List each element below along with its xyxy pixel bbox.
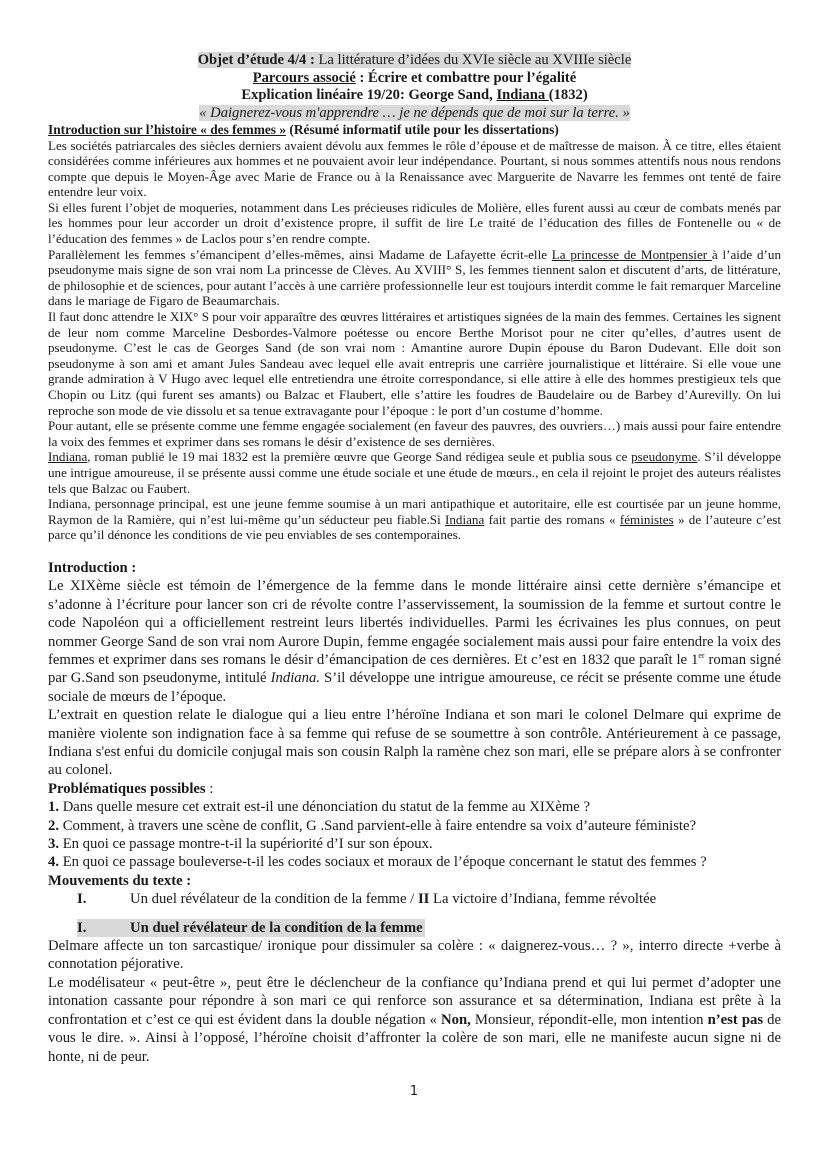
book-title: Indiana bbox=[496, 87, 549, 103]
parcours-text: : Écrire et combattre pour l’égalité bbox=[355, 69, 577, 86]
feministes-link[interactable]: féministes bbox=[619, 511, 674, 527]
history-paragraph bbox=[48, 138, 781, 247]
history-paragraph bbox=[48, 496, 781, 543]
item-text: En quoi ce passage montre-t-il la supériorité d’I sur son époux. bbox=[59, 836, 433, 853]
item-number: 2. bbox=[48, 817, 60, 834]
history-text: . S’il développe une intrigue amoureuse, il se présente aussi comme une étude sociale et une étude de mœurs., en cela il rejoint le projet des auteurs réalistes tels que Balzac ou Faubert. bbox=[48, 449, 782, 496]
movement-number: II bbox=[417, 891, 430, 908]
history-title bbox=[48, 122, 781, 138]
mouvements-line bbox=[48, 890, 781, 908]
parcours-line bbox=[48, 70, 781, 88]
section-text: Le modélisateur « peut-être », peut être le déclencheur de la confiance qu’Indiana prend et qui lui permet d’adopter une intonation cassante pour répondre à son mari ce qui renforce son assurance et sa détermination, Indiana est prête à la confrontation et c’est ce qui est évident dans la double négation « bbox=[48, 974, 781, 1028]
history-paragraph: Pour autant, elle se présente comme une femme engagée socialement (en faveur des pauvres, des ouvriers…) mais aussi pour faire entendre la voix des femmes et exprimer dans ses romans le désir d’existence de ses dernières. bbox=[48, 418, 781, 449]
intro-text: Le XIXème siècle est témoin de l’émergence de la femme dans le monde littéraire ainsi cette dernière s’émancipe et s’adonne à l’écriture pour lancer son cri de révolte contre l’asservissement, la soumission de la femme et surtout contre le code Napoléon qui a officiellement restreint leurs libertés individuelles. Parmi les écrivaines les plus connues, on peut nommer George Sand de son vrai nom Aurore Dupin, femme engagée socialement mais aussi pour faire entendre la voix des femmes et exprimer dans ses romans le désir d’émancipation de ces dernières. Et c’est en 1832 que paraît le 1 bbox=[48, 578, 781, 668]
parcours-label: Parcours associé bbox=[252, 69, 356, 86]
introduction-title: Introduction : bbox=[48, 559, 137, 576]
history-text: Les sociétés patriarcales des siècles derniers avaient dévolu aux femmes le rôle d’épouse et de maîtresse de maison. À ce titre, elles étaient considérées comme inférieures aux hommes et ne pouvaient avoir leur indépendance. bbox=[48, 137, 781, 169]
work-title: Indiana. bbox=[270, 670, 320, 687]
problematique-item bbox=[48, 817, 781, 835]
intro-text: roman signé par G.Sand son pseudonyme, intitulé bbox=[48, 651, 781, 687]
introduction-paragraph bbox=[48, 577, 781, 706]
history-title-note: (Résumé informatif utile pour les dissertations) bbox=[286, 122, 559, 137]
item-number: 1. bbox=[48, 799, 60, 816]
introduction-paragraph: L’extrait en question relate le dialogue qui a lieu entre l’héroïne Indiana et son mari le colonel Delmare qui exprime de manière violente son indignation face à sa femme qui refuse de se soumettre à son contrôle. Antérieurement à ce passage, Indiana s'est enfui du domicile conjugal mais son cousin Ralph la ramène chez son mari, elle se prépare alors à se confronter au colonel. bbox=[48, 707, 781, 779]
section-title: Un duel révélateur de la condition de la femme bbox=[130, 919, 423, 936]
history-paragraph bbox=[48, 449, 781, 496]
mouvements-title: Mouvements du texte : bbox=[48, 872, 192, 889]
page-number: 1 bbox=[409, 1084, 419, 1099]
item-text: Dans quelle mesure cet extrait est-il une dénonciation du statut de la femme au XIXème ? bbox=[59, 799, 591, 816]
explication-line bbox=[48, 87, 781, 105]
history-text: fait partie des romans « bbox=[484, 511, 620, 527]
problematiques-label: Problématiques possibles bbox=[48, 780, 206, 797]
study-object-label: Objet d’étude 4/4 : bbox=[197, 52, 315, 68]
history-text: Pourtant, si nous sommes attentifs nous nous rendons compte que depuis le Moyen-Âge avec Marie de France ou à la Renaissance avec Marguerite de Navarre les femmes ont tenté de faire entendre leur voix. bbox=[48, 153, 781, 200]
history-title-main: Introduction sur l’histoire « des femmes » bbox=[48, 122, 287, 137]
history-text: » de l’auteure c’est parce qu’il dénonce les conditions de vie peu enviables de ses contemporaines. bbox=[48, 511, 781, 543]
study-object-line bbox=[48, 52, 781, 70]
document-page bbox=[48, 52, 781, 1066]
work-title: La princesse de Montpensier bbox=[551, 246, 712, 262]
colon: : bbox=[205, 780, 214, 797]
history-paragraph: Il faut donc attendre le XIX° S pour voir apparaître des œuvres littéraires et artistiques signées de la main des femmes. Certaines les signent de leur nom comme Marceline Desbordes-Valmore poétesse ou encore Berthe Morisot pour ne citer qu’elles, d’autres usent de pseudonyme. C’est le cas de Georges Sand (de son vrai nom : Amantine aurore Dupin épouse du Baron Dudevant. Elle doit son pseudonyme à son ami et amant Jules Sandeau avec lequel elle avait entrepris une carrière journalistique et littéraire. Si elle voue une grande admiration à V Hugo avec lequel elle entretiendra une étroite correspondance, si elle attire à elle des hommes prestigieux tels que Chopin ou Litz (qui furent ses amants) ou Balzac et Flaubert, elle s’attire les foudres de Baudelaire ou de Barbey d’Aurevilly. On lui reproche son mode de vie dissolu et sa tenue extravagante pour l’époque : le port d’un costume d’homme. bbox=[48, 309, 781, 418]
work-title: Indiana bbox=[48, 449, 88, 465]
problematique-item bbox=[48, 798, 781, 816]
history-paragraph bbox=[48, 247, 781, 309]
section-paragraph: Delmare affecte un ton sarcastique/ ironique pour dissimuler sa colère : « daignerez-vous… ? », interro directe +verbe à connotation péjorative. bbox=[48, 938, 781, 973]
section-paragraph bbox=[48, 974, 781, 1066]
explication-text: Explication linéaire 19/20: George Sand, bbox=[241, 87, 497, 103]
section-number: I. bbox=[77, 919, 87, 936]
document-header bbox=[48, 52, 781, 122]
problematique-item bbox=[48, 835, 781, 853]
problematique-item bbox=[48, 853, 781, 871]
item-number: 3. bbox=[48, 836, 60, 853]
quote-emphasis: Non, bbox=[441, 1011, 471, 1028]
pseudonyme-link[interactable]: pseudonyme bbox=[631, 449, 698, 465]
history-text: Si elles furent l’objet de moqueries, notamment dans Les précieuses ridicules de Molière, elles furent aussi au cœur de combats menés par les hommes pour leur accorder un droit d’existence propre, il suffit de lire Le traité de l’éducation des filles de Fontenelle ou « de l’éducation des femmes » de Laclos pour s’en rendre compte. bbox=[48, 199, 781, 247]
history-text: , roman publié le 19 mai 1832 est la première œuvre que George Sand rédigea seule et publia sous ce bbox=[87, 449, 632, 465]
item-number: 4. bbox=[48, 854, 60, 871]
item-text: Comment, à travers une scène de conflit, G .Sand parvient-elle à faire entendre sa voix d’auteure féministe? bbox=[59, 817, 697, 834]
section-heading bbox=[77, 919, 781, 937]
movement-number: I. bbox=[77, 891, 87, 908]
section-text: Monsieur, répondit-elle, mon intention bbox=[470, 1011, 708, 1028]
movement-text: La victoire d’Indiana, femme révoltée bbox=[429, 891, 657, 908]
study-object-text: La littérature d’idées du XVIe siècle au XVIIIe siècle bbox=[314, 52, 632, 68]
history-text: à l’aide d’un pseudonyme mais signe de son vrai nom La princesse de Clèves. Au XVIII° S, les femmes tiennent salon et discutent d’arts, de littérature, de philosophie et de sciences, pour autant l’accès à une carrière professionnelle leur est toujours interdit comme le fait remarquer Marceline dans le mariage de Figaro de Beaumarchais. bbox=[48, 246, 781, 309]
introduction-section bbox=[48, 559, 781, 1066]
work-title: Indiana bbox=[445, 511, 485, 527]
excerpt-quote-line bbox=[48, 105, 781, 123]
intro-text: S’il développe une intrigue amoureuse, ce récit se présente comme une étude sociale de mœurs de l’époque. bbox=[48, 670, 781, 705]
book-year: (1832) bbox=[548, 87, 588, 103]
excerpt-quote: « Daignerez-vous m'apprendre … je ne dépends que de moi sur la terre. » bbox=[199, 104, 630, 121]
history-section bbox=[48, 138, 781, 543]
movement-text: Un duel révélateur de la condition de la femme / bbox=[130, 891, 418, 908]
history-text: Parallèlement les femmes s’émancipent d’elles-mêmes, ainsi Madame de Lafayette écrit-elle bbox=[48, 246, 552, 262]
ordinal-superscript: er bbox=[698, 651, 705, 661]
problematiques-title bbox=[48, 780, 781, 798]
history-text: Indiana, personnage principal, est une jeune femme soumise à un mari antipathique et autoritaire, elle est courtisée par un jeune homme, Raymon de la Ramière, qui n’est lui-même qu’un séducteur peu fiable.Si bbox=[48, 496, 781, 527]
quote-emphasis: n’est pas bbox=[707, 1011, 764, 1028]
section-text: de vous le dire. ». Ainsi à l’opposé, l’héroïne choisit d’affronter la colère de son mari, elle ne manifeste aucun signe ni de honte, ni de peur. bbox=[48, 1011, 782, 1065]
item-text: En quoi ce passage bouleverse-t-il les codes sociaux et moraux de l’époque concernant le statut des femmes ? bbox=[59, 854, 707, 871]
